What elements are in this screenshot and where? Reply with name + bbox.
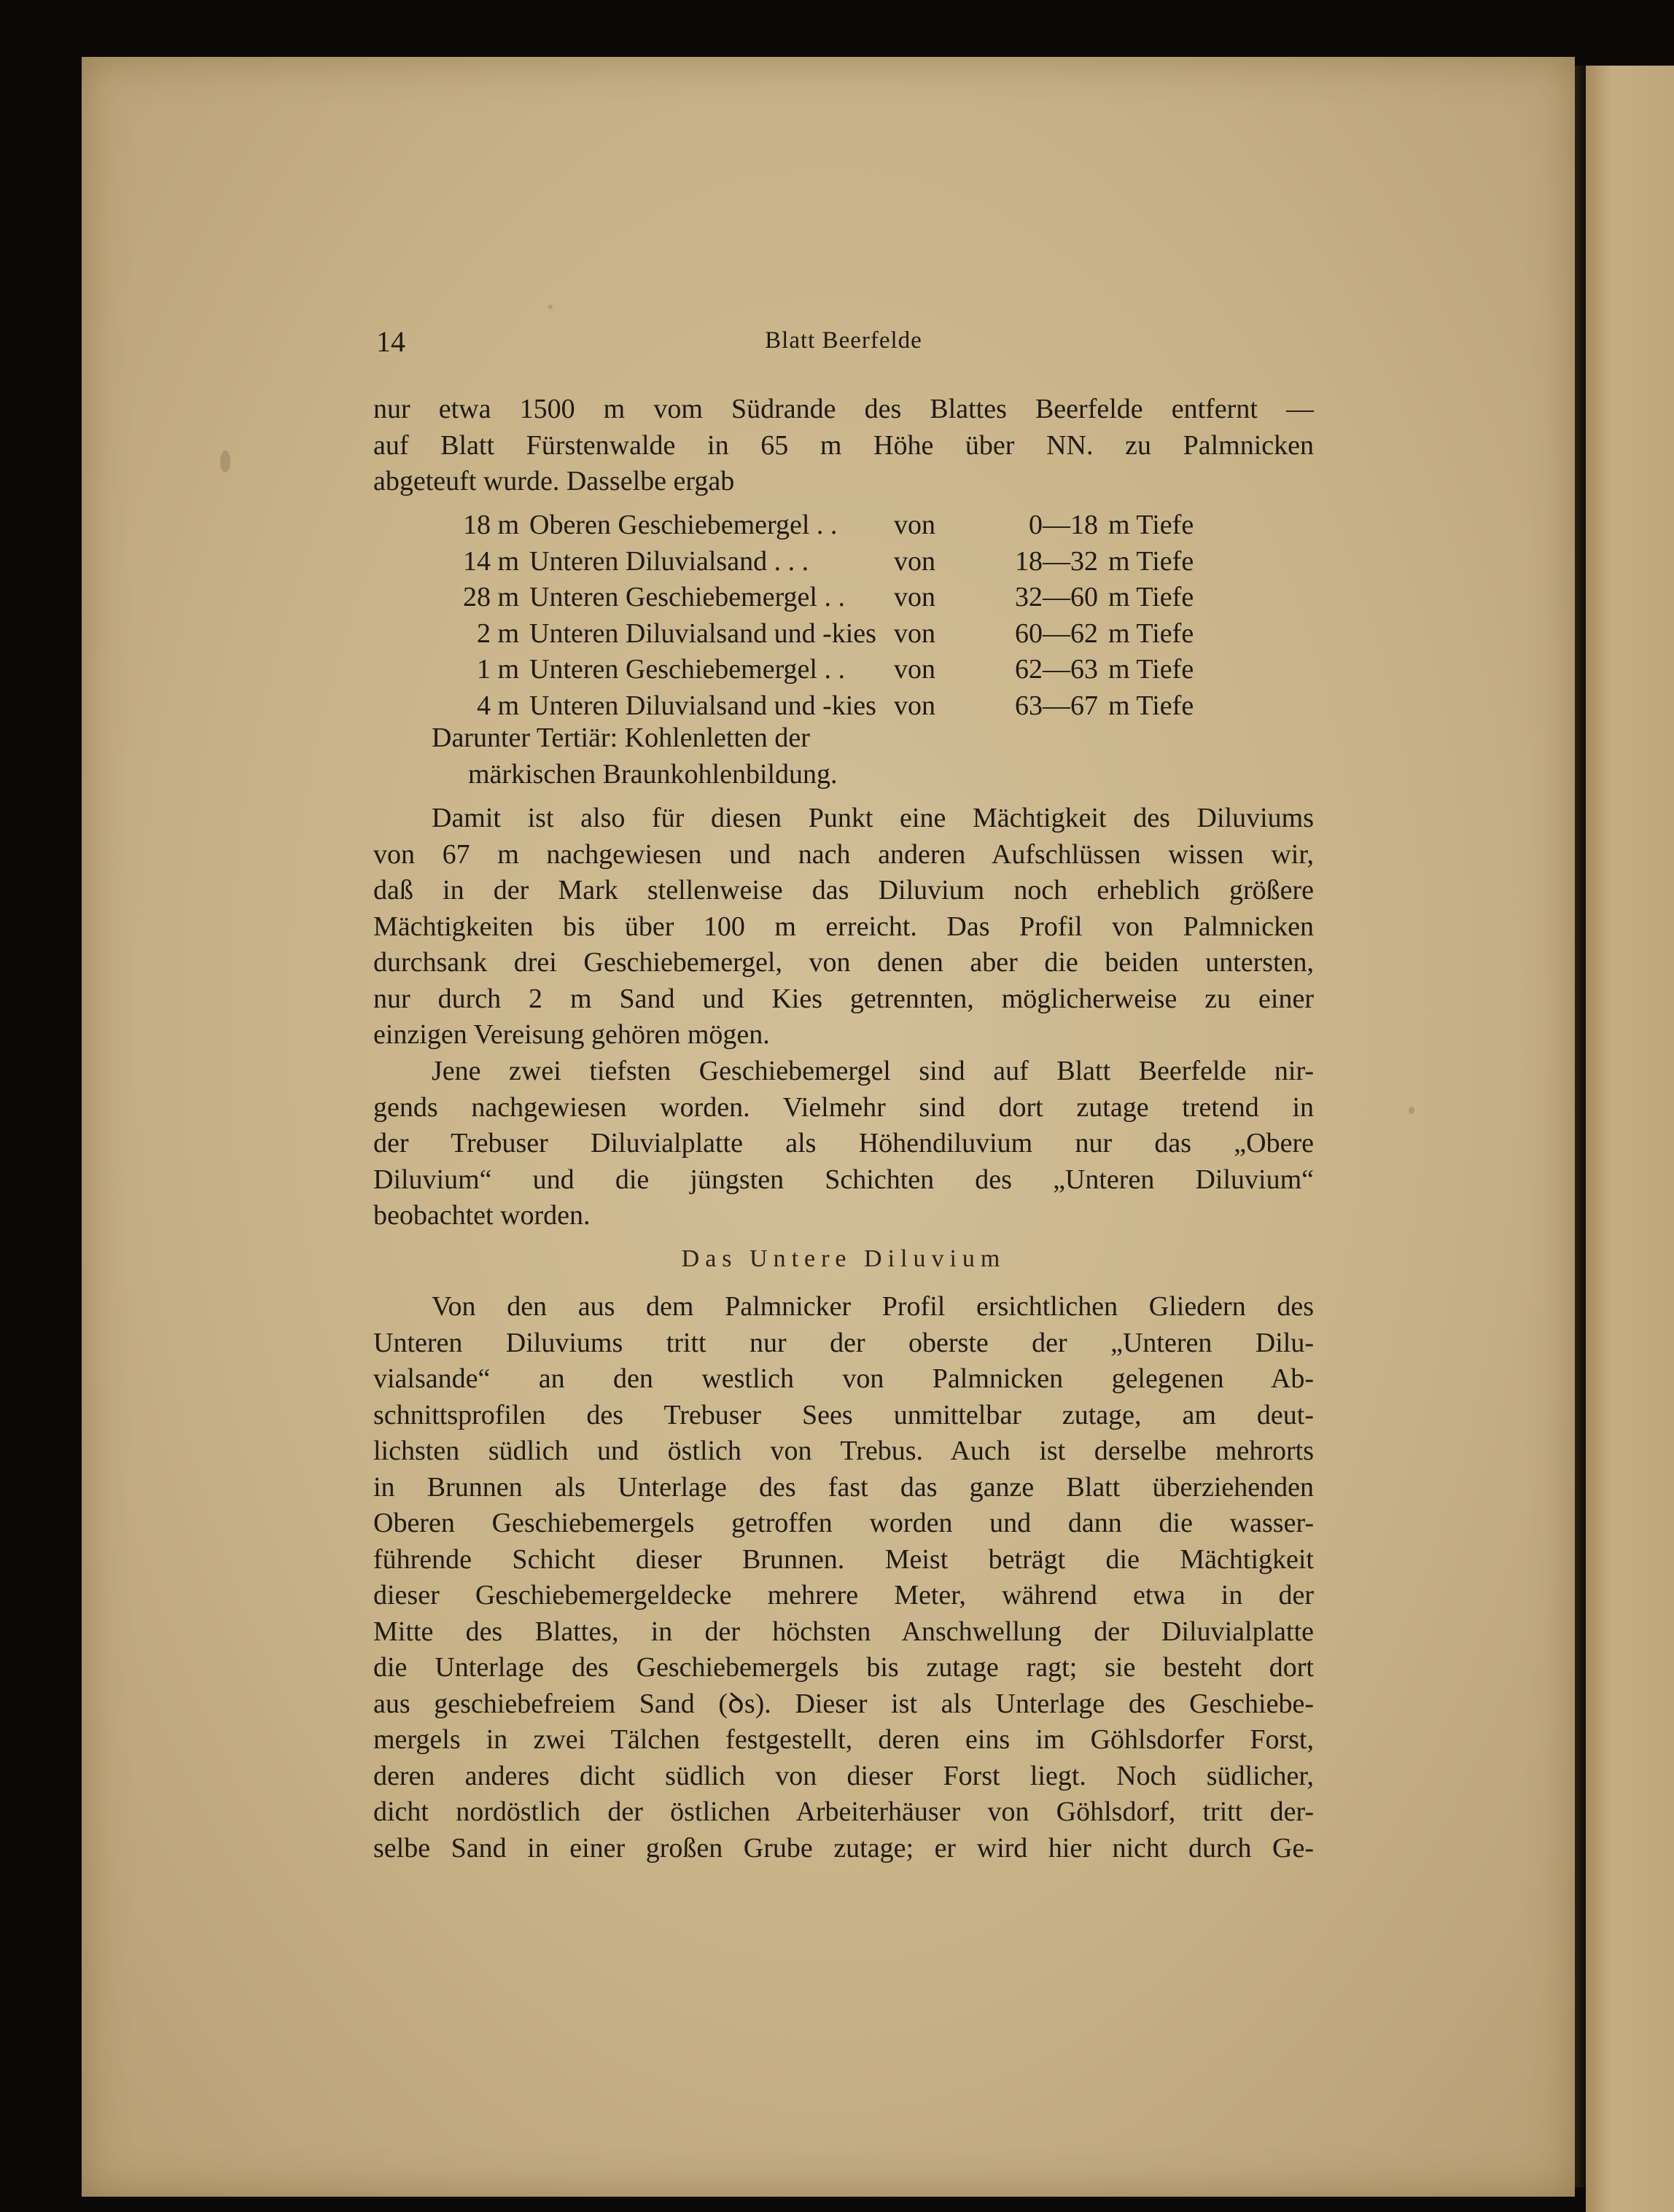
running-header — [373, 324, 1314, 361]
text-line: Mitte des Blattes, in der höchsten Anschwellung der Diluvialplatte — [373, 1616, 1314, 1647]
text-line: mergels in zwei Tälchen festgestellt, deren eins im Göhlsdorfer Forst, — [373, 1724, 1314, 1755]
text-line: gends nachgewiesen worden. Vielmehr sind dort zutage tretend in — [373, 1091, 1314, 1123]
page-stain — [220, 451, 230, 472]
depth-range: 0—18 — [1029, 510, 1098, 540]
text-line: in Brunnen als Unterlage des fast das ganze Blatt überziehenden — [373, 1471, 1314, 1503]
text-line: nur durch 2 m Sand und Kies getrennten, möglicherweise zu einer — [373, 983, 1314, 1014]
table-row — [432, 544, 1196, 580]
text-line: Unteren Diluviums tritt nur der oberste der „Unteren Dilu- — [373, 1327, 1314, 1358]
text-line: schnittsprofilen des Trebuser Sees unmittelbar zutage, am deut- — [373, 1399, 1314, 1430]
text-line: von 67 m nachgewiesen und nach anderen Aufschlüssen wissen wir, — [373, 838, 1314, 870]
table-row — [432, 688, 1196, 725]
paragraph-3 — [373, 1289, 1314, 1866]
page-number: 14 — [376, 325, 405, 358]
text-line: selbe Sand in einer großen Grube zutage; er wird hier nicht durch Ge- — [373, 1832, 1314, 1864]
text-line: abgeteuft wurde. Dasselbe ergab — [373, 466, 735, 496]
table-row — [432, 507, 1196, 544]
text-line: märkischen Braunkohlenbildung. — [468, 758, 838, 790]
layer-name: Unteren Geschiebemergel . . — [529, 582, 845, 612]
depth-from-label: von — [894, 545, 935, 577]
text-line: Diluvium“ und die jüngsten Schichten des „Unteren Diluvium“ — [373, 1164, 1314, 1195]
depth-unit: m Tiefe — [1108, 690, 1194, 721]
layer-name: Oberen Geschiebemergel . . — [529, 510, 838, 540]
text-line: führende Schicht dieser Brunnen. Meist beträgt die Mächtigkeit — [373, 1543, 1314, 1575]
text-line: dicht nordöstlich der östlichen Arbeiterhäuser von Göhlsdorf, tritt der- — [373, 1796, 1314, 1827]
text-line: Oberen Geschiebemergels getroffen worden und dann die wasser- — [373, 1508, 1314, 1538]
layer-name: Unteren Geschiebemergel . . — [529, 654, 845, 685]
text-line: beobachtet worden. — [373, 1200, 591, 1231]
text-line: der Trebuser Diluvialplatte als Höhendiluvium nur das „Obere — [373, 1128, 1314, 1158]
text-line: Von den aus dem Palmnicker Profil ersichtlichen Gliedern des — [432, 1291, 1314, 1322]
layer-name: Unteren Diluvialsand und -kies — [529, 690, 876, 721]
layer-thickness: 2 m — [476, 618, 519, 649]
depth-range: 32—60 — [1015, 582, 1098, 612]
text-line: durchsank drei Geschiebemergel, von denen aber die beiden untersten, — [373, 947, 1314, 978]
depth-unit: m Tiefe — [1108, 510, 1194, 540]
text-line: Damit ist also für diesen Punkt eine Mächtigkeit des Diluviums — [432, 803, 1314, 833]
paragraph-1 — [373, 801, 1314, 1054]
depth-from-label: von — [894, 654, 935, 685]
text-line: Darunter Tertiär: Kohlenletten der — [432, 723, 810, 753]
text-line: daß in der Mark stellenweise das Diluvium noch erheblich größere — [373, 875, 1314, 906]
table-row — [432, 616, 1196, 653]
layer-thickness: 28 m — [462, 582, 519, 612]
paragraph-2 — [373, 1054, 1314, 1234]
table-row — [432, 580, 1196, 616]
layer-name: Unteren Diluvialsand . . . — [529, 545, 809, 577]
depth-from-label: von — [894, 582, 935, 612]
layer-thickness: 1 m — [476, 654, 519, 685]
page-stain — [1409, 1107, 1414, 1114]
layer-thickness: 18 m — [462, 510, 519, 540]
text-line: aus geschiebefreiem Sand (ꝺs). Dieser ist als Unterlage des Geschiebe- — [373, 1688, 1314, 1719]
text-line: Mächtigkeiten bis über 100 m erreicht. Das Profil von Palmnicken — [373, 911, 1314, 942]
text-line: Jene zwei tiefsten Geschiebemergel sind auf Blatt Beerfelde nir- — [432, 1056, 1314, 1086]
depth-unit: m Tiefe — [1108, 545, 1194, 577]
intro-paragraph — [373, 392, 1314, 500]
text-line: auf Blatt Fürstenwalde in 65 m Höhe über NN. zu Palmnicken — [373, 429, 1314, 461]
depth-from-label: von — [894, 510, 935, 540]
text-line: nur etwa 1500 m vom Südrande des Blattes Beerfelde entfernt — — [373, 394, 1314, 424]
depth-range: 18—32 — [1015, 545, 1098, 577]
page-stain — [548, 305, 553, 309]
depth-unit: m Tiefe — [1108, 618, 1194, 649]
depth-unit: m Tiefe — [1108, 582, 1194, 612]
text-line: vialsande“ an den westlich von Palmnicken gelegenen Ab- — [373, 1363, 1314, 1394]
depth-range: 63—67 — [1015, 690, 1098, 721]
depth-from-label: von — [894, 618, 935, 649]
depth-range: 62—63 — [1015, 654, 1098, 685]
borehole-profile-table — [432, 507, 1196, 724]
running-title: Blatt Beerfelde — [765, 327, 922, 354]
section-heading: Das Untere Diluvium — [681, 1245, 1006, 1272]
adjacent-page-edge — [1586, 66, 1674, 2212]
text-line: lichsten südlich und östlich von Trebus. Auch ist derselbe mehrorts — [373, 1436, 1314, 1466]
profile-base-note — [432, 720, 838, 792]
layer-thickness: 14 m — [462, 545, 519, 577]
text-line: deren anderes dicht südlich von dieser Forst liegt. Noch südlicher, — [373, 1760, 1314, 1791]
depth-range: 60—62 — [1015, 618, 1098, 649]
depth-from-label: von — [894, 690, 935, 721]
text-line: die Unterlage des Geschiebemergels bis zutage ragt; sie besteht dort — [373, 1652, 1314, 1683]
text-line: einzigen Vereisung gehören mögen. — [373, 1019, 770, 1050]
layer-thickness: 4 m — [476, 690, 519, 721]
layer-name: Unteren Diluvialsand und -kies — [529, 618, 876, 649]
depth-unit: m Tiefe — [1108, 654, 1194, 685]
table-row — [432, 652, 1196, 688]
text-line: dieser Geschiebemergeldecke mehrere Meter, während etwa in der — [373, 1580, 1314, 1611]
